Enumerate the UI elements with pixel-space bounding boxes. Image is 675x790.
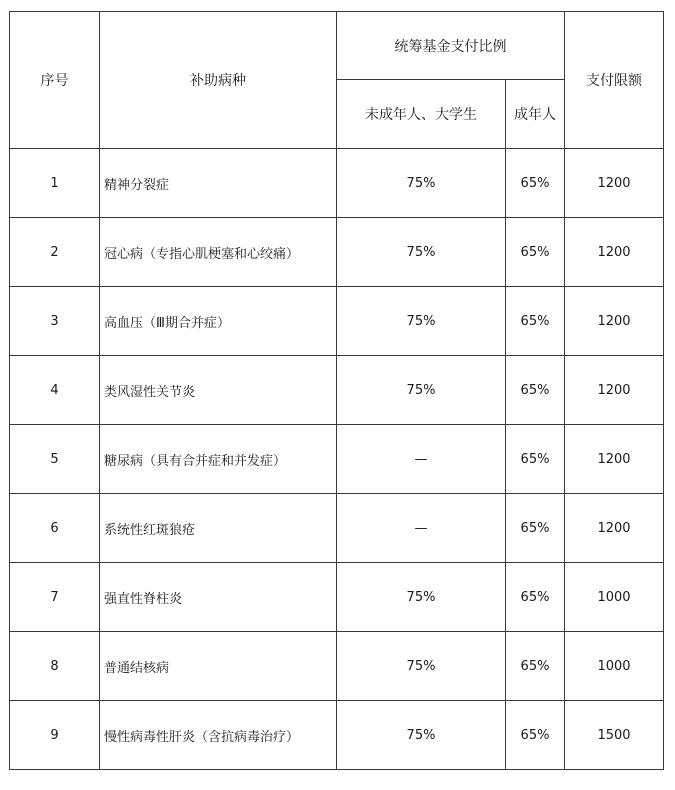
cell-disease: 冠心病（专指心肌梗塞和心绞痛） [100, 218, 337, 287]
cell-minor-ratio: 75% [337, 149, 506, 218]
cell-disease: 普通结核病 [100, 632, 337, 701]
cell-limit: 1200 [565, 218, 664, 287]
cell-limit: 1200 [565, 287, 664, 356]
table-row [10, 494, 664, 563]
cell-minor-ratio: — [337, 494, 506, 563]
table-row [10, 287, 664, 356]
header-adult: 成年人 [506, 80, 565, 149]
cell-limit: 1200 [565, 425, 664, 494]
header-seq: 序号 [10, 12, 100, 149]
cell-seq: 6 [10, 494, 100, 563]
cell-minor-ratio: 75% [337, 218, 506, 287]
header-row-1 [10, 12, 664, 80]
cell-minor-ratio: 75% [337, 701, 506, 770]
cell-minor-ratio: 75% [337, 356, 506, 425]
cell-minor-ratio: 75% [337, 563, 506, 632]
cell-adult-ratio: 65% [506, 425, 565, 494]
table-row [10, 701, 664, 770]
header-minor: 未成年人、大学生 [337, 80, 506, 149]
cell-adult-ratio: 65% [506, 149, 565, 218]
cell-seq: 2 [10, 218, 100, 287]
cell-minor-ratio: — [337, 425, 506, 494]
cell-adult-ratio: 65% [506, 356, 565, 425]
cell-disease: 慢性病毒性肝炎（含抗病毒治疗） [100, 701, 337, 770]
cell-seq: 4 [10, 356, 100, 425]
header-limit: 支付限额 [565, 12, 664, 149]
cell-adult-ratio: 65% [506, 287, 565, 356]
cell-disease: 强直性脊柱炎 [100, 563, 337, 632]
cell-adult-ratio: 65% [506, 701, 565, 770]
table-row [10, 149, 664, 218]
cell-disease: 精神分裂症 [100, 149, 337, 218]
cell-limit: 1200 [565, 149, 664, 218]
cell-adult-ratio: 65% [506, 494, 565, 563]
cell-seq: 8 [10, 632, 100, 701]
table-row [10, 356, 664, 425]
cell-seq: 5 [10, 425, 100, 494]
table-row [10, 563, 664, 632]
cell-adult-ratio: 65% [506, 632, 565, 701]
cell-limit: 1200 [565, 494, 664, 563]
table-row [10, 218, 664, 287]
cell-disease: 类风湿性关节炎 [100, 356, 337, 425]
cell-limit: 1000 [565, 632, 664, 701]
cell-minor-ratio: 75% [337, 632, 506, 701]
cell-adult-ratio: 65% [506, 563, 565, 632]
cell-limit: 1200 [565, 356, 664, 425]
subsidy-table [9, 11, 664, 770]
cell-seq: 3 [10, 287, 100, 356]
header-fund-ratio: 统筹基金支付比例 [337, 12, 565, 80]
header-disease: 补助病种 [100, 12, 337, 149]
cell-seq: 9 [10, 701, 100, 770]
cell-adult-ratio: 65% [506, 218, 565, 287]
cell-disease: 糖尿病（具有合并症和并发症） [100, 425, 337, 494]
cell-seq: 1 [10, 149, 100, 218]
cell-seq: 7 [10, 563, 100, 632]
cell-disease: 系统性红斑狼疮 [100, 494, 337, 563]
cell-limit: 1500 [565, 701, 664, 770]
cell-minor-ratio: 75% [337, 287, 506, 356]
table-row [10, 632, 664, 701]
table-row [10, 425, 664, 494]
cell-disease: 高血压（Ⅲ期合并症） [100, 287, 337, 356]
cell-limit: 1000 [565, 563, 664, 632]
